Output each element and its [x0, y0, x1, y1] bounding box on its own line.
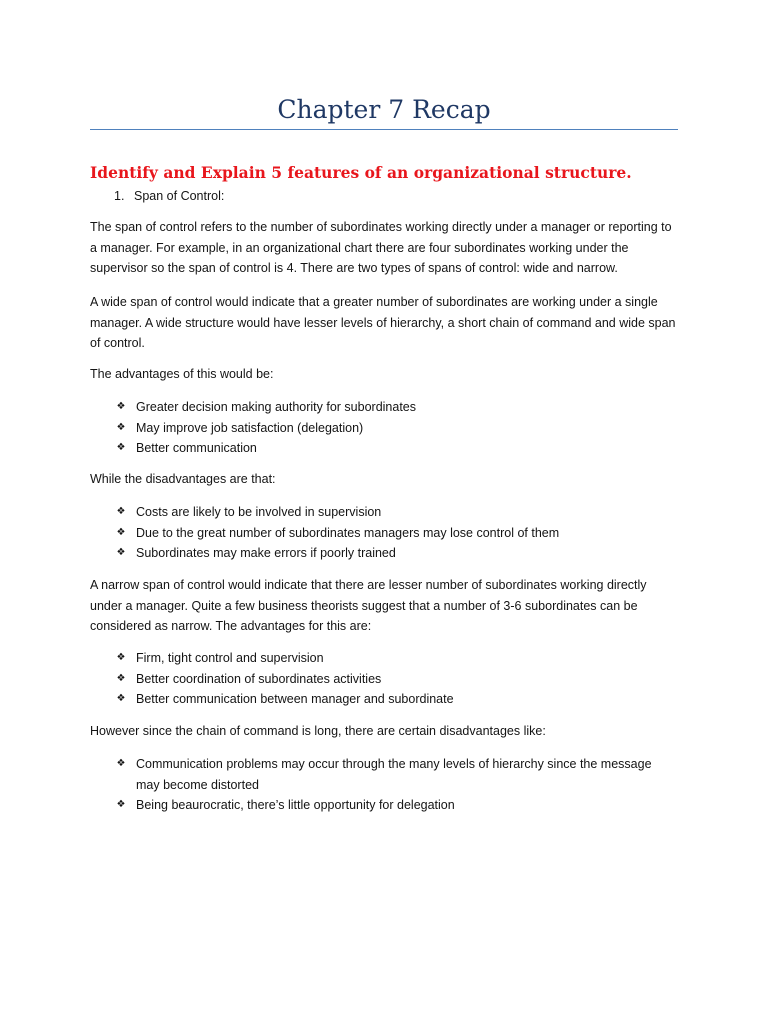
numbered-item-label: Span of Control: — [134, 189, 225, 203]
title-underline — [90, 129, 678, 130]
list-item: ❖ Better coordination of subordinates activities — [0, 669, 666, 690]
list-item: ❖ May improve job satisfaction (delegation) — [0, 418, 666, 439]
paragraph-span-definition: The span of control refers to the number of subordinates working directly under a manager or reporting to a manager. For example, in an organizational chart there are four subordinates working under the supervisor so the span of control is 4. There are two types of spans of control: wide and narrow. — [90, 220, 672, 275]
list-item: ❖ Being beaurocratic, there’s little opportunity for delegation — [0, 795, 666, 816]
diamond-bullet-icon: ❖ — [116, 401, 126, 412]
wide-advantages-list — [0, 397, 666, 459]
list-item: ❖ Costs are likely to be involved in supervision — [0, 502, 666, 523]
list-item: ❖ Better communication — [0, 438, 666, 459]
narrow-disadvantages-list — [0, 754, 666, 816]
paragraph-wide-span: A wide span of control would indicate that a greater number of subordinates are working under a single manager. A wide structure would have lesser levels of hierarchy, a short chain of command and wide span of control. — [90, 295, 676, 350]
list-item: ❖ Greater decision making authority for subordinates — [0, 397, 666, 418]
paragraph-narrow-span: A narrow span of control would indicate that there are lesser number of subordinates working directly under a manager. Quite a few business theorists suggest that a number of 3-6 subordinates can be considered as narrow. The advantages for this are: — [90, 578, 647, 633]
narrow-advantages-list — [0, 648, 666, 710]
list-item: ❖ Subordinates may make errors if poorly trained — [0, 543, 666, 564]
paragraph-wide-advantages-intro: The advantages of this would be: — [90, 367, 274, 381]
diamond-bullet-icon: ❖ — [116, 799, 126, 810]
list-item: ❖ Better communication between manager and subordinate — [0, 689, 666, 710]
diamond-bullet-icon: ❖ — [116, 672, 126, 684]
diamond-bullet-icon: ❖ — [116, 547, 126, 558]
diamond-bullet-icon: ❖ — [116, 526, 126, 538]
diamond-bullet-icon: ❖ — [116, 442, 126, 453]
numbered-item-marker: 1. — [114, 189, 125, 203]
diamond-bullet-icon: ❖ — [116, 758, 126, 769]
section-heading: Identify and Explain 5 features of an organizational structure. — [90, 163, 632, 182]
numbered-item — [114, 186, 224, 207]
wide-disadvantages-list — [0, 502, 666, 564]
paragraph-narrow-disadvantages-intro: However since the chain of command is long, there are certain disadvantages like: — [90, 724, 546, 738]
list-item: ❖ Due to the great number of subordinates managers may lose control of them — [0, 523, 666, 544]
list-item: ❖ Firm, tight control and supervision — [0, 648, 666, 669]
paragraph-wide-disadvantages-intro: While the disadvantages are that: — [90, 472, 276, 486]
diamond-bullet-icon: ❖ — [116, 693, 126, 704]
diamond-bullet-icon: ❖ — [116, 421, 126, 433]
diamond-bullet-icon: ❖ — [116, 506, 126, 517]
list-item: ❖ Communication problems may occur through the many levels of hierarchy since the message may become distorted — [0, 754, 666, 795]
diamond-bullet-icon: ❖ — [116, 652, 126, 663]
document-title: Chapter 7 Recap — [277, 95, 491, 124]
